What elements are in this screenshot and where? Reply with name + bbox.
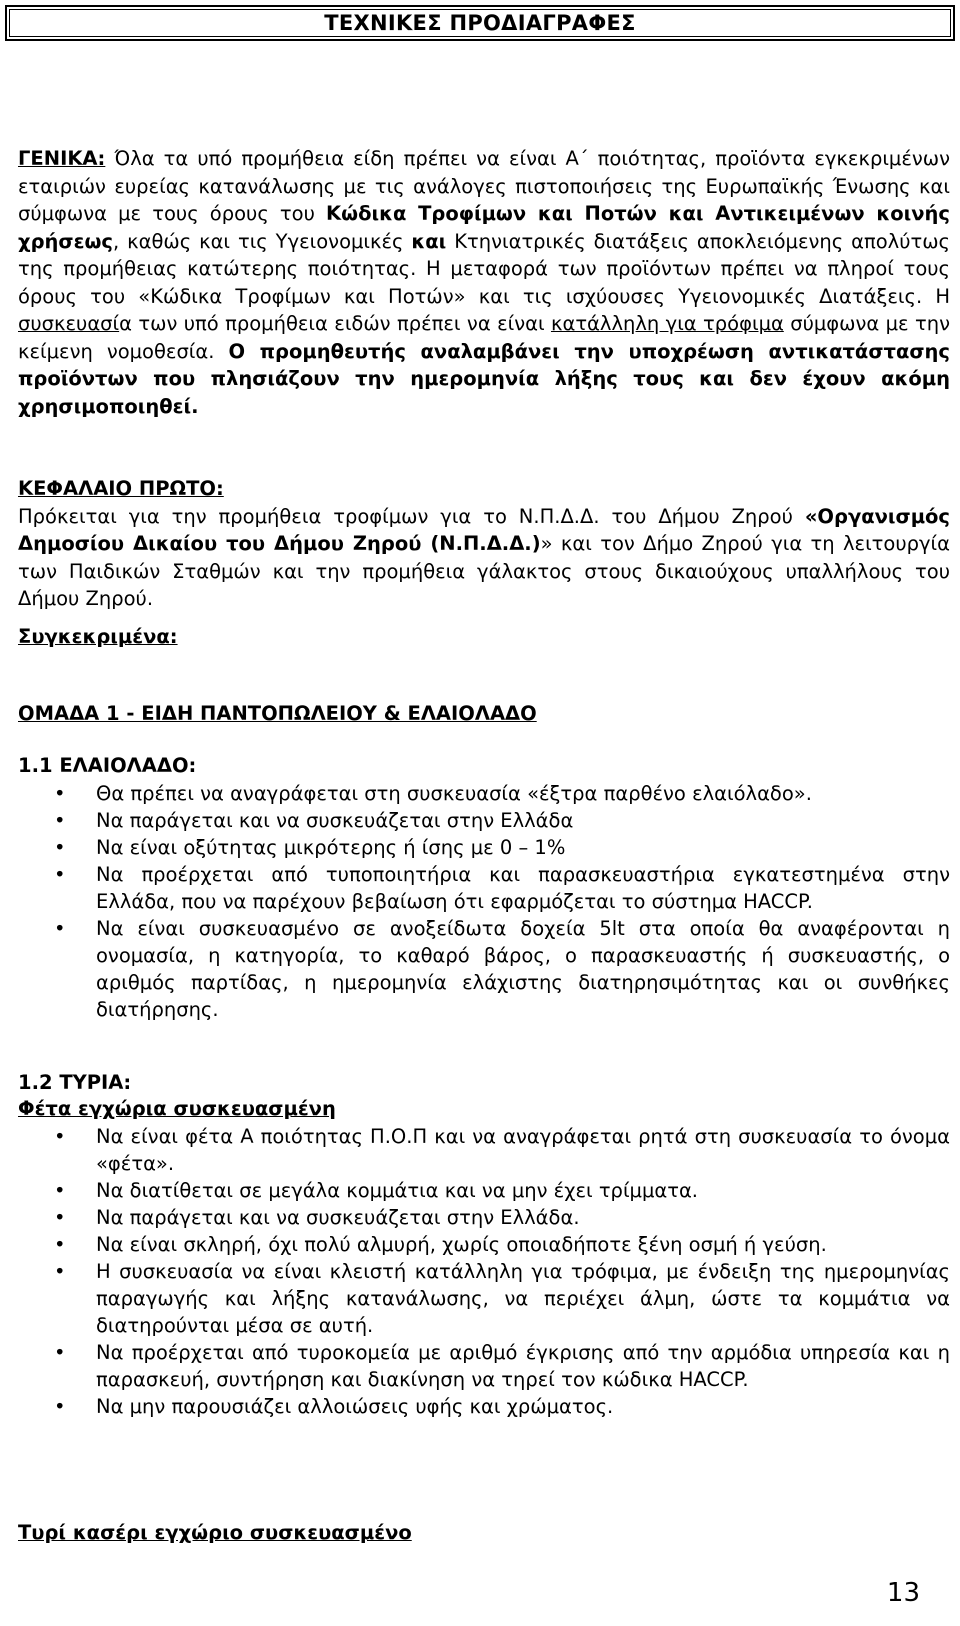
list-item: • Να παράγεται και να συσκευάζεται στην Ελλάδα (18, 807, 950, 834)
list-item: • Να προέρχεται από τυροκομεία με αριθμό έγκρισης από την αρμόδια υπηρεσία και η παρασκευή, συντήρηση και διακίνηση να τηρεί τον κώδικα HACCP. (18, 1339, 950, 1393)
page-number: 13 (886, 1578, 920, 1608)
general-bold-3: Ο προμηθευτής αναλαμβάνει την υποχρέωση αντικατάστασης προϊόντων που πλησιάζουν την ημερομηνία λήξης τους και δεν έχουν ακόμη χρησιμοποιηθεί. (18, 339, 950, 418)
general-bold-1: Κώδικα Τροφίμων και Ποτών και Αντικειμένων κοινής χρήσεως (18, 202, 950, 253)
list-item: • Να παράγεται και να συσκευάζεται στην Ελλάδα. (18, 1204, 950, 1231)
chapter-block (18, 475, 950, 613)
list-item: • Να διατίθεται σε μεγάλα κομμάτια και να μην έχει τρίμματα. (18, 1177, 950, 1204)
general-paragraph (18, 145, 950, 420)
general-text-1: Όλα τα υπό προμήθεια είδη πρέπει να είναι Α΄ ποιότητας, προϊόντα εγκεκριμένων εταιριών ευρείας κατανάλωσης με τις ανάλογες πιστοποιήσεις της Ευρωπαϊκής Ένωσης και σύμφωνα με τους όρους του (18, 147, 950, 225)
title-box (5, 5, 955, 41)
general-underline-2: κατάλληλη για τρόφιμα (550, 312, 784, 335)
general-label: ΓΕΝΙΚΑ: (18, 147, 106, 170)
list-item: • Να είναι φέτα Α ποιότητας Π.Ο.Π και να αναγράφεται ρητά στη συσκευασία το όνομα «φέτα». (18, 1123, 950, 1177)
feta-list (18, 1123, 950, 1420)
list-item: • Να είναι οξύτητας μικρότερης ή ίσης με 0 – 1% (18, 834, 950, 861)
chapter-bold-1: «Οργανισμός Δημοσίου Δικαίου του Δήμου Ζηρού (Ν.Π.Δ.Δ.) (18, 504, 950, 555)
olive-oil-heading: 1.1 ΕΛΑΙΟΛΑΔΟ: (18, 754, 197, 777)
chapter-text-1: Πρόκειται για την προμήθεια τροφίμων για το Ν.Π.Δ.Δ. του Δήμου Ζηρού (18, 504, 805, 528)
list-item: • Να προέρχεται από τυποποιητήρια και παρασκευαστήρια εγκατεστημένα στην Ελλάδα, που να παρέχουν βεβαίωση ότι εφαρμόζεται το σύστημα HACCP. (18, 861, 950, 915)
cheese-heading: 1.2 ΤΥΡΙΑ: (18, 1071, 132, 1094)
page-title: ΤΕΧΝΙΚΕΣ ΠΡΟΔΙΑΓΡΑΦΕΣ (324, 11, 636, 35)
list-item: • Να είναι συσκευασμένο σε ανοξείδωτα δοχεία 5lt στα οποία θα αναφέρονται η ονομασία, η κατηγορία, το καθαρό βάρος, ο παρασκευαστής ή συσκευαστής, ο αριθμός παρτίδας, η ημερομηνία ελάχιστης διατηρησιμότητας και οι συνθήκες διατήρησης. (18, 915, 950, 1023)
general-bold-2: και (411, 229, 447, 253)
general-text-3: Κτηνιατρικές διατάξεις αποκλειόμενης απολύτως της προμήθειας κατώτερης ποιότητας. Η μεταφορά των προϊόντων πρέπει να πληροί τους όρους του «Κώδικα Τροφίμων και Ποτών» και τις ισχύουσες Υγειονομικές Διατάξεις. Η (18, 229, 950, 308)
chapter-text-2: » και τον Δήμο Ζηρού για τη λειτουργία των Παιδικών Σταθμών και την προμήθεια γάλακτος στους δικαιούχους υπαλλήλους του Δήμου Ζηρού. (18, 532, 950, 610)
olive-oil-list (18, 780, 950, 1023)
general-text-2: , καθώς και τις Υγειονομικές (112, 229, 412, 253)
group-heading: ΟΜΑΔΑ 1 - ΕΙΔΗ ΠΑΝΤΟΠΩΛΕΙΟΥ & ΕΛΑΙΟΛΑΔΟ (18, 702, 537, 725)
general-underline-1: συσκευασί (18, 312, 120, 335)
feta-subheading: Φέτα εγχώρια συσκευασμένη (18, 1097, 336, 1120)
general-text-4: α των υπό προμήθεια ειδών πρέπει να είναι (119, 312, 551, 335)
kaseri-subheading: Τυρί κασέρι εγχώριο συσκευασμένο (18, 1521, 412, 1544)
chapter-label: ΚΕΦΑΛΑΙΟ ΠΡΩΤΟ: (18, 477, 224, 500)
general-text-5: σύμφωνα με την κείμενη νομοθεσία. (18, 312, 950, 363)
list-item: • Να είναι σκληρή, όχι πολύ αλμυρή, χωρίς οποιαδήποτε ξένη οσμή ή γεύση. (18, 1231, 950, 1258)
list-item: • Η συσκευασία να είναι κλειστή κατάλληλη για τρόφιμα, με ένδειξη της ημερομηνίας παραγωγής και λήξης κατανάλωσης, να περιέχει άλμη, ώστε τα κομμάτια να διατηρούνται μέσα σε αυτή. (18, 1258, 950, 1339)
specifically-heading: Συγκεκριμένα: (18, 625, 178, 648)
list-item: • Θα πρέπει να αναγράφεται στη συσκευασία «έξτρα παρθένο ελαιόλαδο». (18, 780, 950, 807)
list-item: • Να μην παρουσιάζει αλλοιώσεις υφής και χρώματος. (18, 1393, 950, 1420)
